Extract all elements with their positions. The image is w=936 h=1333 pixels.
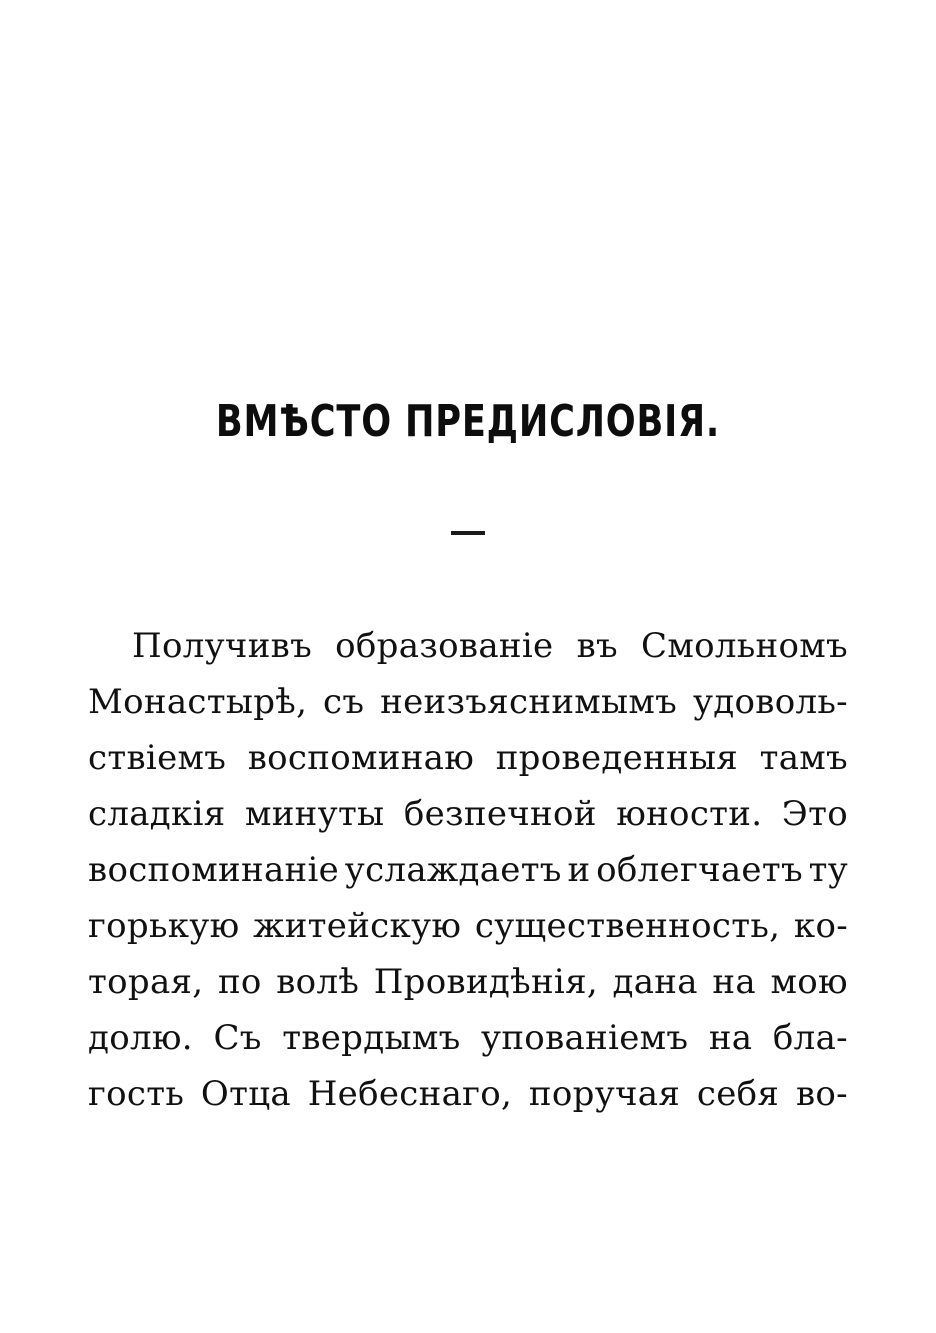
text-line xyxy=(88,898,848,954)
word: въ xyxy=(576,626,618,666)
word: Провидѣнія, xyxy=(373,962,598,1002)
word: житейскую xyxy=(253,906,462,946)
word: ту xyxy=(808,850,848,890)
word: неизъяснимымъ xyxy=(380,682,678,722)
word: услаждаетъ xyxy=(344,850,562,890)
word: поручая xyxy=(528,1074,681,1114)
word: дана xyxy=(612,962,698,1002)
word: себя xyxy=(696,1074,780,1114)
word: волѣ xyxy=(276,962,360,1002)
word: сладкія xyxy=(88,794,226,834)
word: ствіемъ xyxy=(88,738,227,778)
section-separator xyxy=(451,531,485,535)
word: ко- xyxy=(793,906,848,946)
text-line xyxy=(88,1066,848,1122)
word: горькую xyxy=(88,906,240,946)
body-paragraph xyxy=(88,618,848,1122)
word: на xyxy=(708,1018,753,1058)
word: бла- xyxy=(772,1018,848,1058)
word: Отца xyxy=(200,1074,291,1114)
word: на xyxy=(712,962,756,1002)
word: мою xyxy=(770,962,848,1002)
word: удоволь- xyxy=(692,682,848,722)
text-line xyxy=(88,618,848,674)
word: проведенныя xyxy=(495,738,739,778)
word: воспоминаніе xyxy=(88,850,340,890)
text-line xyxy=(88,842,848,898)
word: Съ xyxy=(213,1018,262,1058)
text-line xyxy=(88,730,848,786)
word: Это xyxy=(781,794,848,834)
word: минуты xyxy=(244,794,385,834)
word: Небеснаго, xyxy=(307,1074,513,1114)
word: Монастырѣ, xyxy=(88,682,308,722)
word: тамъ xyxy=(759,738,848,778)
word: гость xyxy=(88,1074,185,1114)
word: и xyxy=(567,850,591,890)
text-line xyxy=(88,786,848,842)
word: юности. xyxy=(616,794,763,834)
text-line xyxy=(88,1010,848,1066)
page-heading: ВМѢСТО ПРЕДИСЛОВІЯ. xyxy=(215,396,721,447)
word: Смольномъ xyxy=(641,626,848,666)
word: безпечной xyxy=(403,794,597,834)
word: торая, xyxy=(88,962,204,1002)
word: упованіемъ xyxy=(481,1018,689,1058)
word: съ xyxy=(323,682,365,722)
word: существенность, xyxy=(474,906,781,946)
word: Получивъ xyxy=(132,626,313,666)
word: долю. xyxy=(88,1018,193,1058)
text-line xyxy=(88,954,848,1010)
word: воспоминаю xyxy=(247,738,475,778)
word: облегчаетъ xyxy=(596,850,803,890)
text-line xyxy=(88,674,848,730)
word: по xyxy=(217,962,262,1002)
word: во- xyxy=(795,1074,848,1114)
word: твердымъ xyxy=(282,1018,461,1058)
word: образованіе xyxy=(335,626,554,666)
